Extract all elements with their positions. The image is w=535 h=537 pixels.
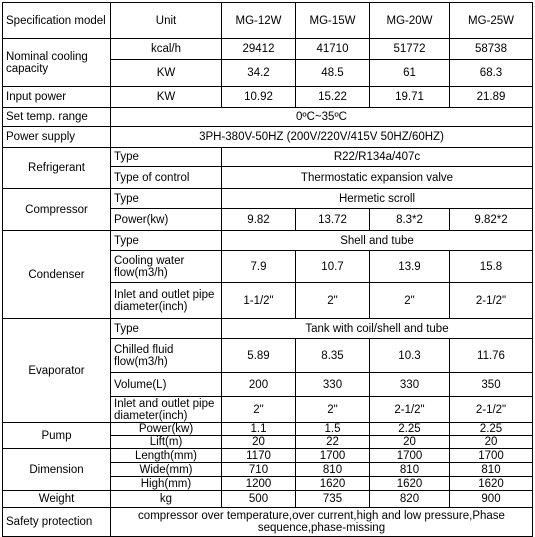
compressor-type-value: Hermetic scroll bbox=[222, 189, 533, 209]
evaporator-pipe-value: 2-1/2" bbox=[370, 397, 450, 423]
condenser-flow-value: 15.8 bbox=[450, 251, 533, 283]
evaporator-flow-value: 10.3 bbox=[370, 339, 450, 373]
safety-label: Safety protection bbox=[3, 508, 111, 537]
compressor-label: Compressor bbox=[3, 189, 111, 231]
header-model: MG-12W bbox=[222, 3, 296, 39]
dimension-length-label: Length(mm) bbox=[111, 449, 222, 463]
dimension-high-value: 1620 bbox=[296, 477, 370, 491]
header-model: MG-25W bbox=[450, 3, 533, 39]
input-power-unit: KW bbox=[111, 87, 222, 108]
evaporator-pipe-value: 2" bbox=[296, 397, 370, 423]
refrigerant-type-label: Type bbox=[111, 148, 222, 167]
input-power-value: 15.22 bbox=[296, 87, 370, 108]
cooling-label: Nominal cooling capacity bbox=[3, 39, 111, 87]
dimension-wide-value: 810 bbox=[450, 463, 533, 477]
pump-power-value: 1.5 bbox=[296, 423, 370, 436]
cooling-value: 29412 bbox=[222, 39, 296, 60]
weight-value: 820 bbox=[370, 491, 450, 508]
condenser-pipe-value: 2" bbox=[370, 283, 450, 319]
compressor-row bbox=[3, 189, 533, 209]
evaporator-pipe-label: Inlet and outlet pipe diameter(inch) bbox=[111, 397, 222, 423]
compressor-power-value: 8.3*2 bbox=[370, 209, 450, 231]
condenser-flow-value: 13.9 bbox=[370, 251, 450, 283]
cooling-value: 34.2 bbox=[222, 60, 296, 87]
dimension-high-value: 1620 bbox=[450, 477, 533, 491]
condenser-pipe-value: 2" bbox=[296, 283, 370, 319]
header-unit: Unit bbox=[111, 3, 222, 39]
cooling-value: 61 bbox=[370, 60, 450, 87]
dimension-length-value: 1700 bbox=[450, 449, 533, 463]
weight-label: Weight bbox=[3, 491, 111, 508]
dimension-wide-value: 810 bbox=[296, 463, 370, 477]
safety-value: compressor over temperature,over current,high and low pressure,Phase sequence,phase-missing bbox=[111, 508, 533, 537]
cooling-value: 58738 bbox=[450, 39, 533, 60]
input-power-row bbox=[3, 87, 533, 108]
weight-value: 900 bbox=[450, 491, 533, 508]
dimension-wide-label: Wide(mm) bbox=[111, 463, 222, 477]
cooling-value: 68.3 bbox=[450, 60, 533, 87]
condenser-pipe-value: 2-1/2" bbox=[450, 283, 533, 319]
evaporator-volume-label: Volume(L) bbox=[111, 373, 222, 397]
evaporator-flow-value: 11.76 bbox=[450, 339, 533, 373]
refrigerant-type-value: R22/R134a/407c bbox=[222, 148, 533, 167]
evaporator-pipe-value: 2-1/2" bbox=[450, 397, 533, 423]
weight-unit: kg bbox=[111, 491, 222, 508]
condenser-pipe-label: Inlet and outlet pipe diameter(inch) bbox=[111, 283, 222, 319]
compressor-type-label: Type bbox=[111, 189, 222, 209]
compressor-power-value: 9.82 bbox=[222, 209, 296, 231]
evaporator-row bbox=[3, 319, 533, 339]
weight-row bbox=[3, 491, 533, 508]
refrigerant-row bbox=[3, 148, 533, 167]
condenser-type-value: Shell and tube bbox=[222, 231, 533, 251]
condenser-label: Condenser bbox=[3, 231, 111, 319]
evaporator-flow-value: 5.89 bbox=[222, 339, 296, 373]
header-row bbox=[3, 3, 533, 39]
evaporator-type-label: Type bbox=[111, 319, 222, 339]
condenser-type-label: Type bbox=[111, 231, 222, 251]
refrigerant-control-value: Thermostatic expansion valve bbox=[222, 167, 533, 189]
dimension-length-value: 1700 bbox=[296, 449, 370, 463]
weight-value: 500 bbox=[222, 491, 296, 508]
set-temp-label: Set temp. range bbox=[3, 108, 111, 127]
condenser-flow-value: 10.7 bbox=[296, 251, 370, 283]
dimension-length-value: 1170 bbox=[222, 449, 296, 463]
power-supply-row bbox=[3, 127, 533, 148]
set-temp-row bbox=[3, 108, 533, 127]
input-power-label: Input power bbox=[3, 87, 111, 108]
condenser-pipe-value: 1-1/2" bbox=[222, 283, 296, 319]
pump-lift-value: 20 bbox=[222, 436, 296, 449]
evaporator-volume-value: 200 bbox=[222, 373, 296, 397]
refrigerant-label: Refrigerant bbox=[3, 148, 111, 189]
evaporator-volume-value: 330 bbox=[370, 373, 450, 397]
power-supply-value: 3PH-380V-50HZ (200V/220V/415V 50HZ/60HZ) bbox=[111, 127, 533, 148]
header-spec-model: Specification model bbox=[3, 3, 111, 39]
evaporator-label: Evaporator bbox=[3, 319, 111, 423]
dimension-length-value: 1700 bbox=[370, 449, 450, 463]
evaporator-volume-value: 350 bbox=[450, 373, 533, 397]
input-power-value: 21.89 bbox=[450, 87, 533, 108]
pump-row bbox=[3, 423, 533, 436]
pump-lift-value: 22 bbox=[296, 436, 370, 449]
safety-row bbox=[3, 508, 533, 537]
condenser-flow-label: Cooling water flow(m3/h) bbox=[111, 251, 222, 283]
cooling-value: 41710 bbox=[296, 39, 370, 60]
dimension-wide-value: 810 bbox=[370, 463, 450, 477]
dimension-high-value: 1620 bbox=[370, 477, 450, 491]
dimension-high-value: 1200 bbox=[222, 477, 296, 491]
pump-power-value: 1.1 bbox=[222, 423, 296, 436]
cooling-unit: kcal/h bbox=[111, 39, 222, 60]
compressor-power-value: 13.72 bbox=[296, 209, 370, 231]
specification-table bbox=[2, 2, 533, 537]
cooling-value: 51772 bbox=[370, 39, 450, 60]
compressor-power-label: Power(kw) bbox=[111, 209, 222, 231]
cooling-row bbox=[3, 39, 533, 60]
cooling-unit: KW bbox=[111, 60, 222, 87]
input-power-value: 19.71 bbox=[370, 87, 450, 108]
pump-lift-value: 20 bbox=[450, 436, 533, 449]
evaporator-pipe-value: 2" bbox=[222, 397, 296, 423]
condenser-flow-value: 7.9 bbox=[222, 251, 296, 283]
pump-power-value: 2.25 bbox=[450, 423, 533, 436]
weight-value: 735 bbox=[296, 491, 370, 508]
dimension-high-label: High(mm) bbox=[111, 477, 222, 491]
pump-lift-value: 20 bbox=[370, 436, 450, 449]
input-power-value: 10.92 bbox=[222, 87, 296, 108]
dimension-row bbox=[3, 449, 533, 463]
evaporator-flow-value: 8.35 bbox=[296, 339, 370, 373]
cooling-value: 48.5 bbox=[296, 60, 370, 87]
header-model: MG-15W bbox=[296, 3, 370, 39]
refrigerant-control-label: Type of control bbox=[111, 167, 222, 189]
evaporator-flow-label: Chilled fluid flow(m3/h) bbox=[111, 339, 222, 373]
set-temp-value: 0ºC~35ºC bbox=[111, 108, 533, 127]
pump-label: Pump bbox=[3, 423, 111, 449]
condenser-row bbox=[3, 231, 533, 251]
dimension-wide-value: 710 bbox=[222, 463, 296, 477]
pump-lift-label: Lift(m) bbox=[111, 436, 222, 449]
header-model: MG-20W bbox=[370, 3, 450, 39]
power-supply-label: Power supply bbox=[3, 127, 111, 148]
evaporator-type-value: Tank with coil/shell and tube bbox=[222, 319, 533, 339]
compressor-power-value: 9.82*2 bbox=[450, 209, 533, 231]
evaporator-volume-value: 330 bbox=[296, 373, 370, 397]
pump-power-label: Power(kw) bbox=[111, 423, 222, 436]
dimension-label: Dimension bbox=[3, 449, 111, 491]
pump-power-value: 2.25 bbox=[370, 423, 450, 436]
